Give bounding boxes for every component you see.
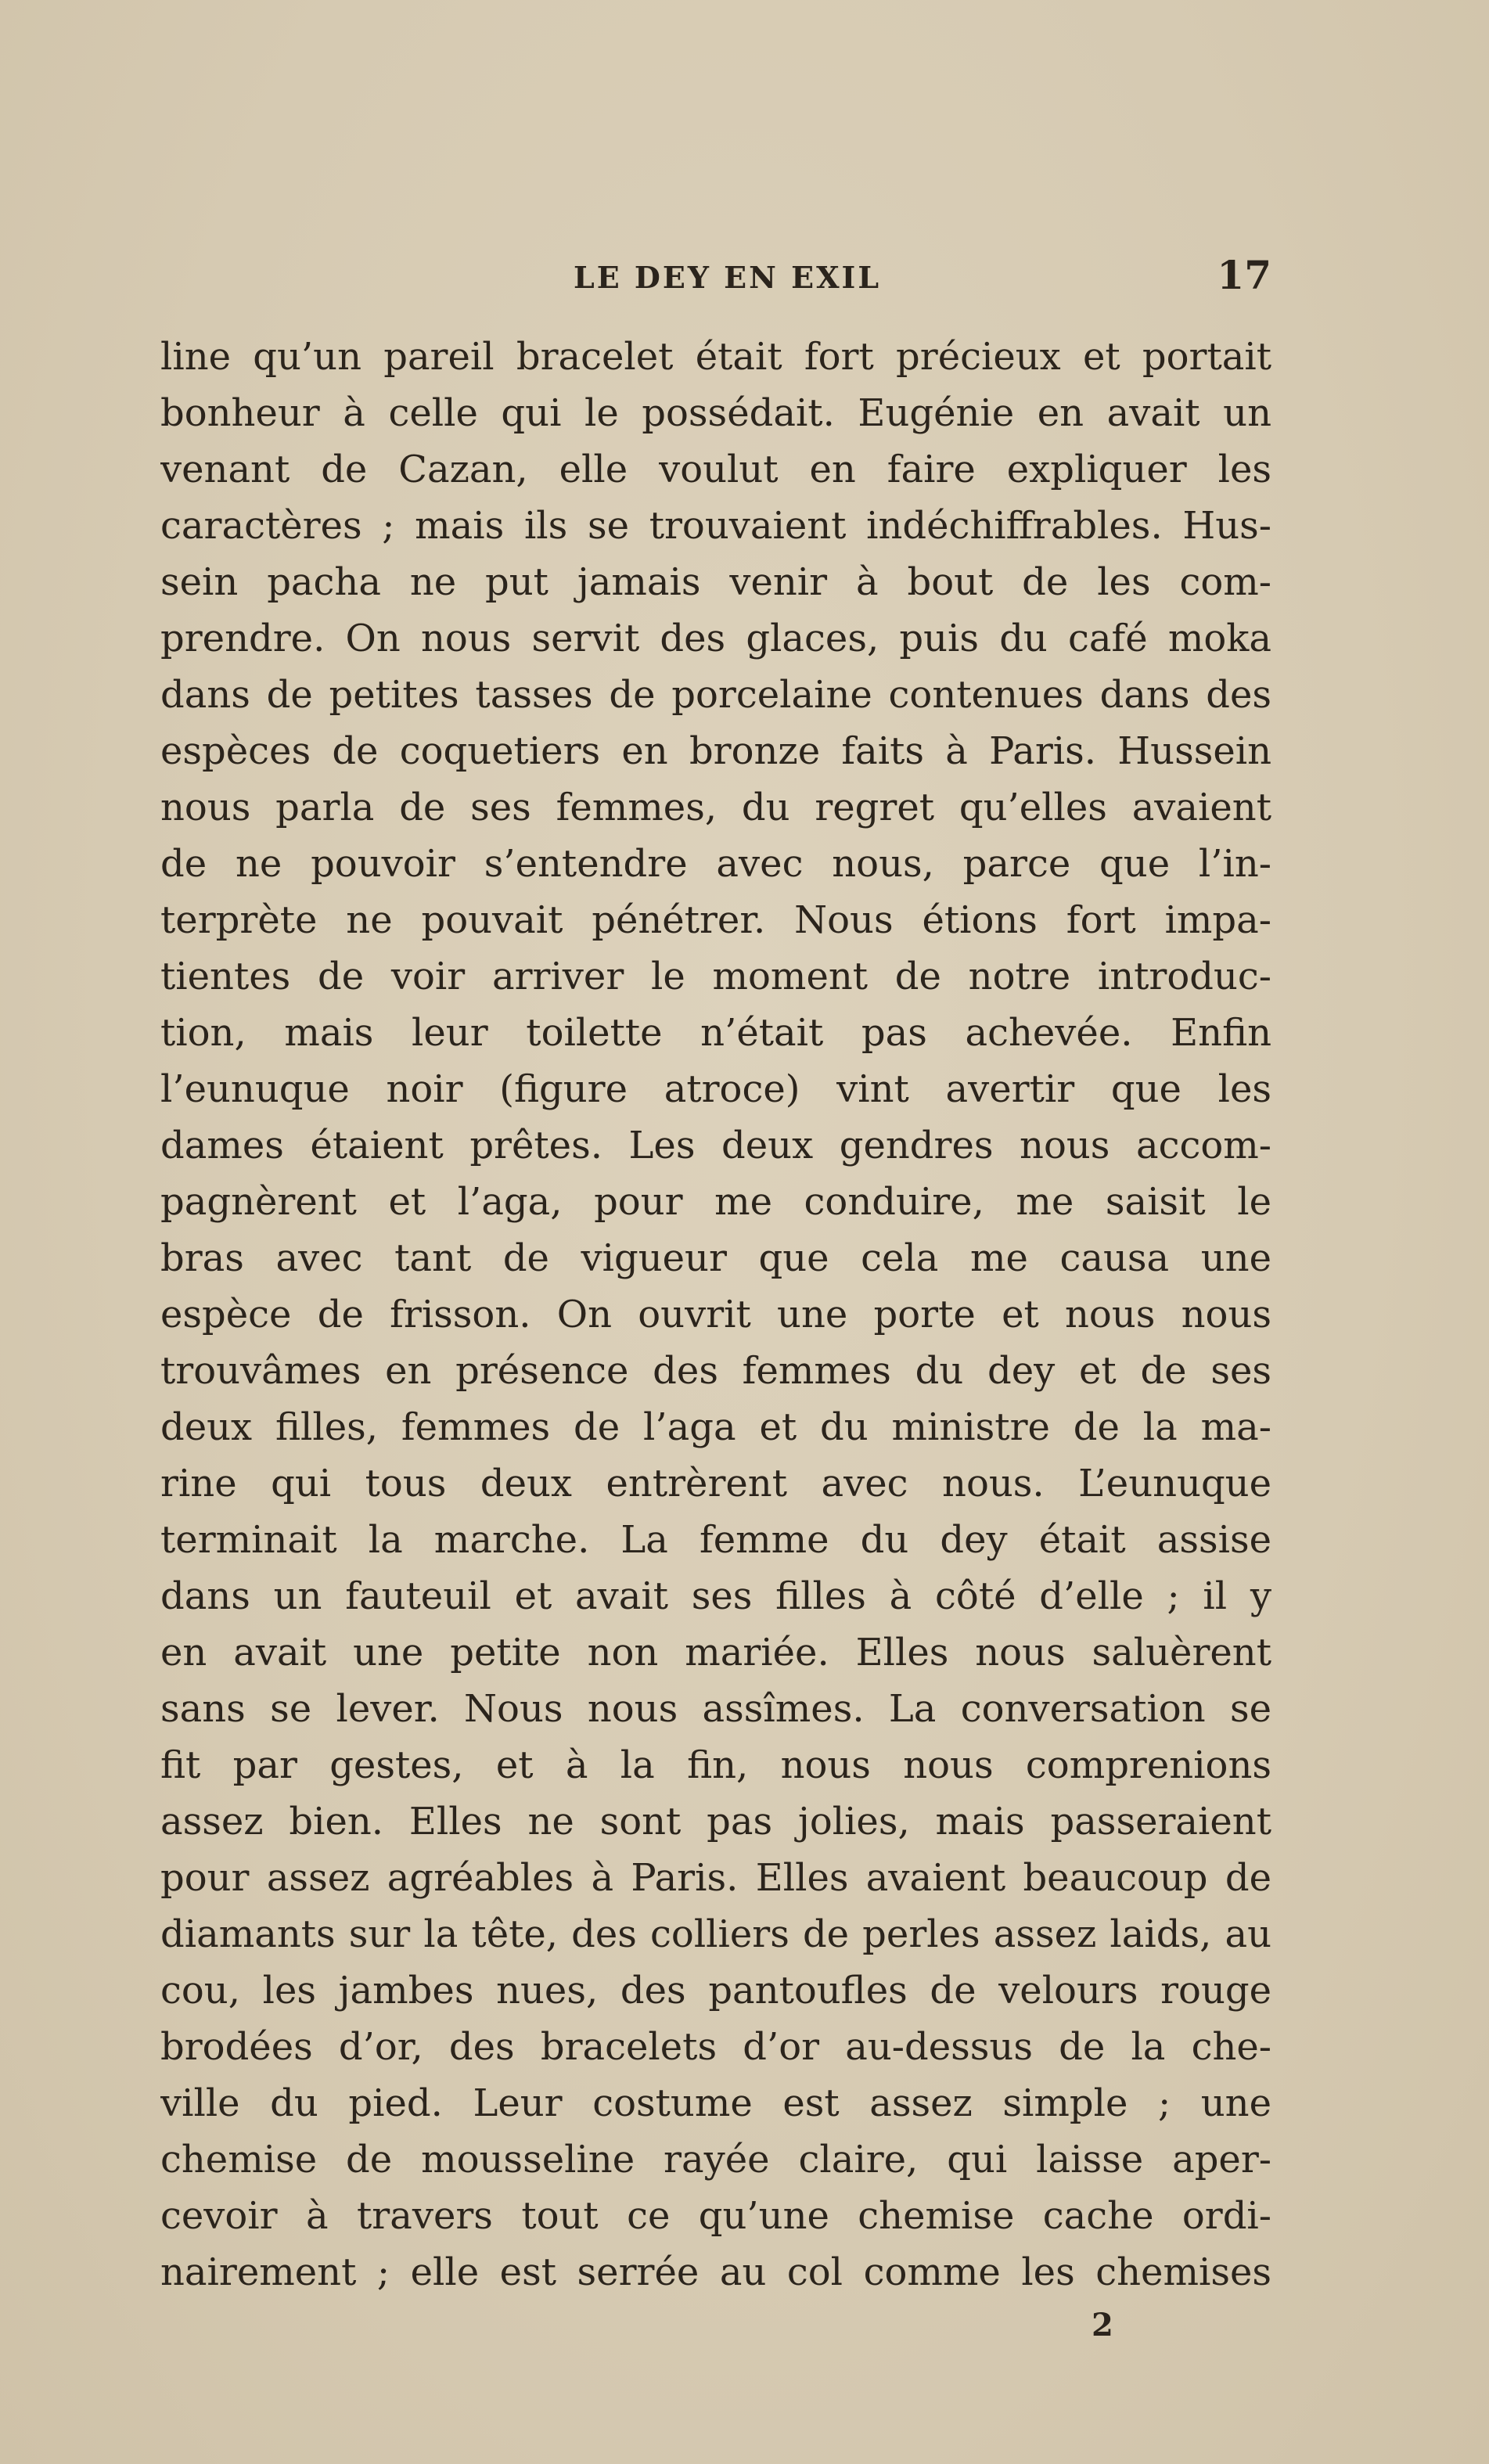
running-head [160, 252, 1271, 299]
text-line: sans se lever. Nous nous assîmes. La conversation se [160, 1687, 1271, 1731]
text-line: caractères ; mais ils se trouvaient indéchiffrables. Hus- [160, 504, 1271, 548]
text-line: terminait la marche. La femme du dey était assise [160, 1518, 1271, 1562]
text-line: rine qui tous deux entrèrent avec nous. L’eunuque [160, 1462, 1271, 1505]
text-line: line qu’un pareil bracelet était fort précieux et portait [160, 335, 1271, 379]
text-line: de ne pouvoir s’entendre avec nous, parce que l’in- [160, 842, 1271, 886]
text-line: nous parla de ses femmes, du regret qu’elles avaient [160, 786, 1271, 829]
text-line: nairement ; elle est serrée au col comme les chemises [160, 2250, 1271, 2294]
text-line: trouvâmes en présence des femmes du dey et de ses [160, 1349, 1271, 1393]
text-line: ville du pied. Leur costume est assez simple ; une [160, 2081, 1271, 2125]
text-line: dans un fauteuil et avait ses filles à côté d’elle ; il y [160, 1574, 1271, 1618]
text-line: diamants sur la tête, des colliers de perles assez laids, au [160, 1912, 1271, 1956]
text-line: en avait une petite non mariée. Elles nous saluèrent [160, 1631, 1271, 1674]
text-line: tientes de voir arriver le moment de notre introduc- [160, 955, 1271, 998]
text-line: pagnèrent et l’aga, pour me conduire, me saisit le [160, 1180, 1271, 1224]
text-line: dans de petites tasses de porcelaine contenues dans des [160, 673, 1271, 717]
text-line: bonheur à celle qui le possédait. Eugénie en avait un [160, 391, 1271, 435]
body-text [160, 329, 1271, 2300]
text-line: tion, mais leur toilette n’était pas achevée. Enfin [160, 1011, 1271, 1055]
text-line: bras avec tant de vigueur que cela me causa une [160, 1236, 1271, 1280]
text-line: brodées d’or, des bracelets d’or au-dessus de la che- [160, 2025, 1271, 2069]
text-line: sein pacha ne put jamais venir à bout de les com- [160, 560, 1271, 604]
text-line: pour assez agréables à Paris. Elles avaient beaucoup de [160, 1856, 1271, 1900]
text-line: assez bien. Elles ne sont pas jolies, mais passeraient [160, 1800, 1271, 1844]
running-title: LE DEY EN EXIL [574, 260, 882, 295]
text-line: terprète ne pouvait pénétrer. Nous étions fort impa- [160, 898, 1271, 942]
text-line: dames étaient prêtes. Les deux gendres nous accom- [160, 1124, 1271, 1167]
text-line: chemise de mousseline rayée claire, qui laisse aper- [160, 2138, 1271, 2182]
text-line: cou, les jambes nues, des pantoufles de velours rouge [160, 1969, 1271, 2013]
text-line: espèces de coquetiers en bronze faits à Paris. Hussein [160, 729, 1271, 773]
text-line: fit par gestes, et à la fin, nous nous comprenions [160, 1743, 1271, 1787]
text-line: espèce de frisson. On ouvrit une porte et nous nous [160, 1293, 1271, 1336]
text-line: venant de Cazan, elle voulut en faire expliquer les [160, 448, 1271, 491]
text-line: deux filles, femmes de l’aga et du ministre de la ma- [160, 1405, 1271, 1449]
page-number: 17 [1217, 252, 1271, 298]
text-line: l’eunuque noir (figure atroce) vint avertir que les [160, 1067, 1271, 1111]
signature-mark: 2 [1092, 2307, 1113, 2343]
text-line: cevoir à travers tout ce qu’une chemise cache ordi- [160, 2194, 1271, 2238]
text-line: prendre. On nous servit des glaces, puis du café moka [160, 617, 1271, 660]
